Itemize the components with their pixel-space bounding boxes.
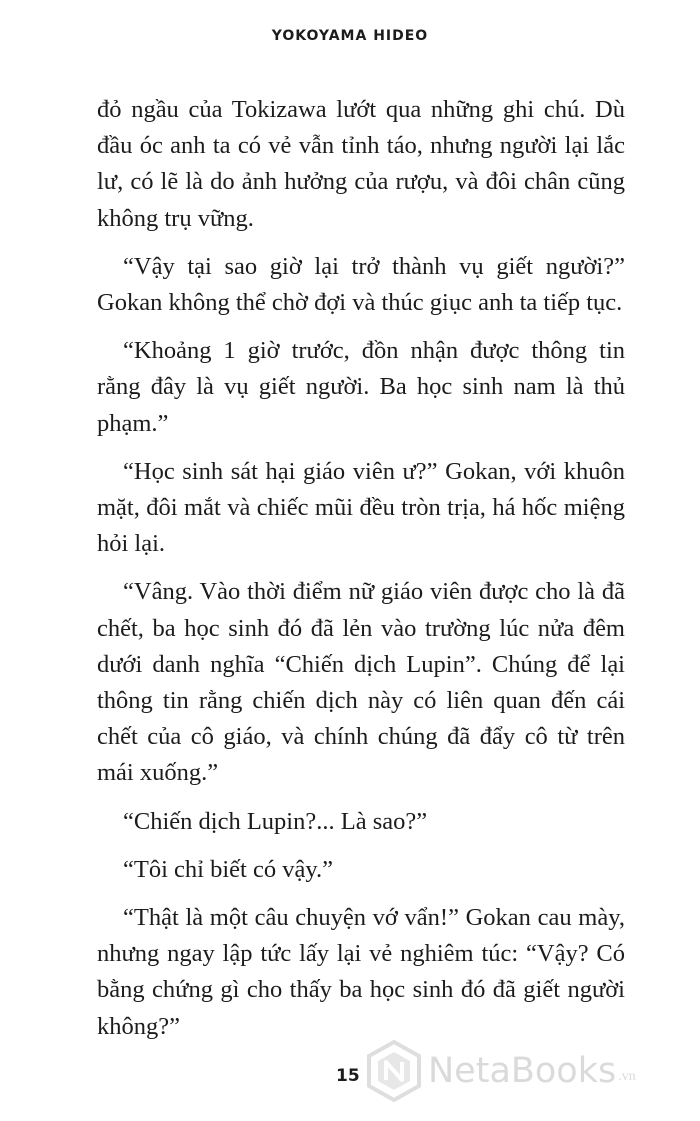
paragraph: “Tôi chỉ biết có vậy.”	[123, 855, 333, 883]
paragraph: “Vậy tại sao giờ lại trở thành vụ giết người?” Gokan không thể chờ đợi và thúc giục anh ta tiếp tục.	[97, 252, 625, 317]
paragraph: “Học sinh sát hại giáo viên ư?” Gokan, với khuôn mặt, đôi mắt và chiếc mũi đều tròn trịa, há hốc miệng hỏi lại.	[97, 457, 625, 558]
running-header: YOKOYAMA HIDEO	[271, 28, 429, 44]
watermark-brand: NetaBooks	[428, 1051, 617, 1091]
page-number: 15	[336, 1066, 360, 1086]
paragraph: “Thật là một câu chuyện vớ vẩn!” Gokan cau mày, nhưng ngay lập tức lấy lại vẻ nghiêm túc: “Vậy? Có bằng chứng gì cho thấy ba học sinh đó đã giết người không?”	[97, 904, 625, 1040]
paragraph: “Chiến dịch Lupin?... Là sao?”	[123, 807, 428, 835]
paragraph: “Vâng. Vào thời điểm nữ giáo viên được cho là đã chết, ba học sinh đó đã lẻn vào trường lúc nửa đêm dưới danh nghĩa “Chiến dịch Lupin”. Chúng để lại thông tin rằng chiến dịch này có liên quan đến cái chết của cô giáo, và chính chúng đã đẩy cô từ trên mái xuống.”	[97, 578, 625, 787]
paragraph: đỏ ngầu của Tokizawa lướt qua những ghi chú. Dù đầu óc anh ta có vẻ vẫn tỉnh táo, nhưng người lại lắc lư, có lẽ là do ảnh hưởng của rượu, và đôi chân cũng không trụ vững.	[97, 96, 625, 232]
watermark-suffix: .vn	[618, 1069, 636, 1084]
watermark	[366, 1040, 636, 1102]
body-text	[97, 92, 625, 1057]
netabooks-logo-icon	[366, 1040, 422, 1102]
paragraph: “Khoảng 1 giờ trước, đồn nhận được thông tin rằng đây là vụ giết người. Ba học sinh nam là thủ phạm.”	[97, 337, 625, 437]
